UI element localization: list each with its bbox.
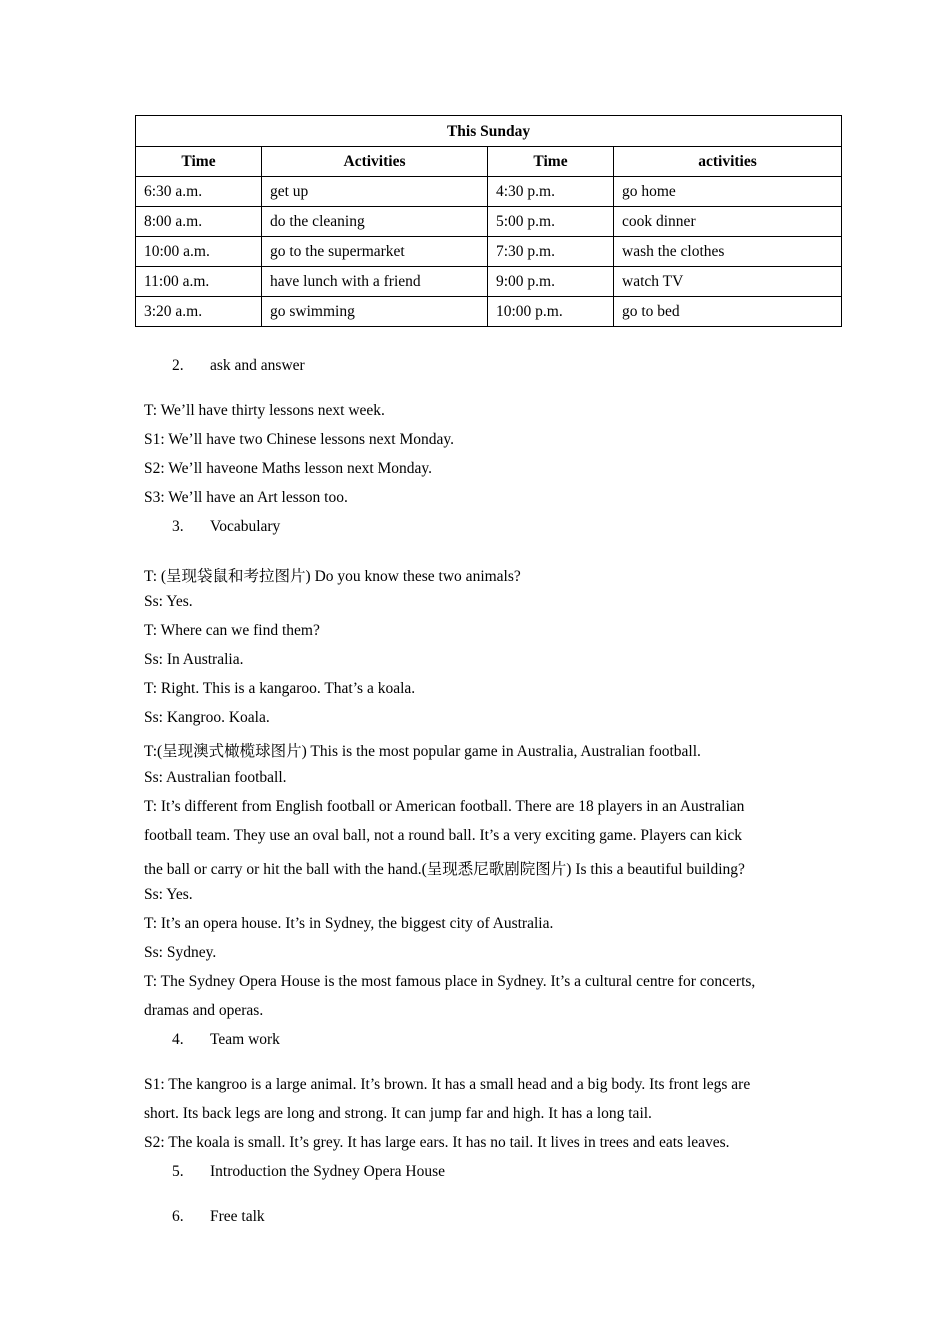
table-cell: go swimming <box>262 297 488 327</box>
section-introduction <box>172 1163 445 1181</box>
table-cell: cook dinner <box>614 207 842 237</box>
section-title: Vocabulary <box>210 518 281 535</box>
section-title: ask and answer <box>210 357 305 374</box>
schedule-table <box>135 115 842 327</box>
dialogue-line: the ball or carry or hit the ball with the hand.(呈现悉尼歌剧院图片) Is this a beautiful building? <box>144 861 745 878</box>
section-ask-and-answer <box>172 357 305 375</box>
dialogue-line: T: (呈现袋鼠和考拉图片) Do you know these two animals? <box>144 568 521 585</box>
table-row <box>136 177 842 207</box>
dialogue-line: Ss: Australian football. <box>144 769 287 786</box>
dialogue-line: T: Right. This is a kangaroo. That’s a koala. <box>144 680 416 697</box>
header-time-2: Time <box>488 147 614 177</box>
dialogue-line: T: It’s different from English football or American football. There are 18 players in an Australian <box>144 798 745 815</box>
dialogue-line: T: We’ll have thirty lessons next week. <box>144 402 385 419</box>
table-cell: have lunch with a friend <box>262 267 488 297</box>
table-cell: wash the clothes <box>614 237 842 267</box>
dialogue-line: Ss: Yes. <box>144 593 193 610</box>
dialogue-line: S1: We’ll have two Chinese lessons next Monday. <box>144 431 455 448</box>
dialogue-line: Ss: Kangroo. Koala. <box>144 709 270 726</box>
dialogue-line: S1: The kangroo is a large animal. It’s brown. It has a small head and a big body. Its front legs are <box>144 1076 751 1093</box>
dialogue-line: Ss: In Australia. <box>144 651 244 668</box>
section-title: Free talk <box>210 1208 265 1225</box>
header-time-1: Time <box>136 147 262 177</box>
section-number: 4. <box>172 1031 184 1048</box>
dialogue-line: football team. They use an oval ball, not a round ball. It’s a very exciting game. Players can kick <box>144 827 743 844</box>
table-cell: 10:00 a.m. <box>136 237 262 267</box>
dialogue-line: T: The Sydney Opera House is the most famous place in Sydney. It’s a cultural centre for concerts, <box>144 973 756 990</box>
dialogue-line: S2: The koala is small. It’s grey. It has large ears. It has no tail. It lives in trees and eats leaves. <box>144 1134 730 1151</box>
table-cell: 8:00 a.m. <box>136 207 262 237</box>
table-cell: 3:20 a.m. <box>136 297 262 327</box>
section-number: 2. <box>172 357 184 374</box>
table-cell: go to bed <box>614 297 842 327</box>
table-cell: go home <box>614 177 842 207</box>
table-row <box>136 297 842 327</box>
dialogue-line: T:(呈现澳式橄榄球图片) This is the most popular game in Australia, Australian football. <box>144 743 701 760</box>
dialogue-line: T: Where can we find them? <box>144 622 320 639</box>
table-cell: do the cleaning <box>262 207 488 237</box>
table-cell: 5:00 p.m. <box>488 207 614 237</box>
dialogue-line: dramas and operas. <box>144 1002 264 1019</box>
table-cell: watch TV <box>614 267 842 297</box>
table-cell: 6:30 a.m. <box>136 177 262 207</box>
dialogue-line: S2: We’ll haveone Maths lesson next Monday. <box>144 460 433 477</box>
header-activities-2: activities <box>614 147 842 177</box>
table-cell: 9:00 p.m. <box>488 267 614 297</box>
table-row <box>136 237 842 267</box>
section-title: Introduction the Sydney Opera House <box>210 1163 446 1180</box>
table-title: This Sunday <box>136 116 842 147</box>
section-vocabulary <box>172 518 280 536</box>
table-row <box>136 207 842 237</box>
dialogue-line: Ss: Yes. <box>144 886 193 903</box>
dialogue-line: Ss: Sydney. <box>144 944 217 961</box>
table-cell: get up <box>262 177 488 207</box>
section-number: 3. <box>172 518 184 535</box>
dialogue-line: T: It’s an opera house. It’s in Sydney, the biggest city of Australia. <box>144 915 554 932</box>
dialogue-line: short. Its back legs are long and strong. It can jump far and high. It has a long tail. <box>144 1105 652 1122</box>
table-cell: 4:30 p.m. <box>488 177 614 207</box>
table-cell: 10:00 p.m. <box>488 297 614 327</box>
section-team-work <box>172 1031 280 1049</box>
section-free-talk <box>172 1208 265 1226</box>
section-number: 5. <box>172 1163 184 1180</box>
section-number: 6. <box>172 1208 184 1225</box>
table-row <box>136 267 842 297</box>
table-header-row <box>136 147 842 177</box>
section-title: Team work <box>210 1031 280 1048</box>
dialogue-line: S3: We’ll have an Art lesson too. <box>144 489 348 506</box>
header-activities-1: Activities <box>262 147 488 177</box>
table-cell: 7:30 p.m. <box>488 237 614 267</box>
table-cell: 11:00 a.m. <box>136 267 262 297</box>
table-cell: go to the supermarket <box>262 237 488 267</box>
